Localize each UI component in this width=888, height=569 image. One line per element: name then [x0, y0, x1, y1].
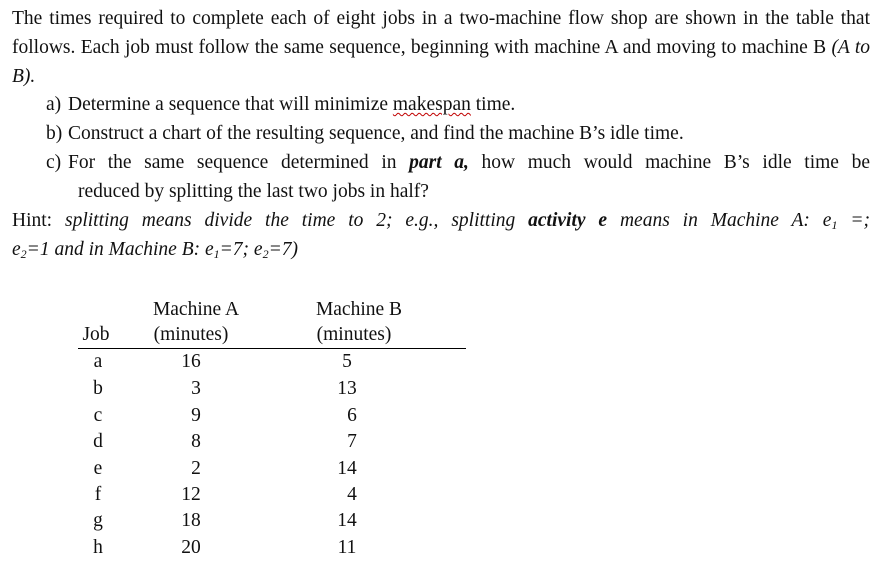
machine-b-cell: 4 — [347, 484, 357, 505]
hint-sub-4: 2 — [262, 247, 269, 261]
part-a-text-end: time. — [470, 94, 516, 115]
part-b-text: Construct a chart of the resulting sequence, and find the machine B’s idle time. — [68, 123, 684, 144]
job-cell: g — [93, 510, 103, 531]
machine-b-cell: 14 — [337, 510, 357, 531]
part-a-label: a) — [46, 94, 62, 115]
job-cell: d — [93, 431, 103, 452]
machine-b-cell: 5 — [342, 351, 352, 372]
spellcheck-flagged-word: makespan — [392, 94, 471, 115]
hint-text-3: =; — [837, 210, 870, 231]
header-machine-b-line2: (minutes) — [316, 324, 392, 345]
job-cell: f — [94, 484, 102, 505]
machine-b-cell: 11 — [337, 537, 357, 558]
intro-text: The times required to complete each of eight jobs in a two-machine flow shop are shown in the table that follows. Each job must follow the same sequence, beginning with machine A and moving to machine B — [12, 8, 870, 58]
part-c-emphasis: part a, — [409, 152, 469, 173]
job-cell: b — [93, 378, 103, 399]
machine-a-cell: 2 — [191, 458, 201, 479]
header-rule — [78, 348, 466, 349]
hint-text-1: splitting means divide the time to 2; e.g., splitting — [52, 210, 529, 231]
part-a-text: Determine a sequence that will minimize — [68, 94, 393, 115]
part-c-label: c) — [46, 152, 62, 173]
machine-b-cell: 14 — [337, 458, 357, 479]
header-machine-a-line1: Machine A — [152, 299, 240, 320]
machine-a-cell: 16 — [181, 351, 201, 372]
hint-text-2: means in Machine A: e — [607, 210, 832, 231]
machine-b-cell: 13 — [337, 378, 357, 399]
intro-sequence: (A to B). — [12, 37, 870, 87]
machine-a-cell: 20 — [181, 537, 201, 558]
hint-sub-1: 1 — [831, 218, 838, 232]
machine-a-cell: 3 — [191, 378, 201, 399]
job-cell: a — [93, 351, 103, 372]
hint-text-5: =1 and in Machine B: e — [26, 239, 214, 260]
header-job: Job — [82, 324, 110, 345]
hint-text-6: =7; e — [219, 239, 263, 260]
hint-bold-activity: activity e — [528, 210, 608, 231]
job-cell: h — [93, 537, 103, 558]
machine-b-cell: 7 — [347, 431, 357, 452]
header-machine-b-line1: Machine B — [315, 299, 403, 320]
hint-label: Hint: — [12, 210, 53, 231]
part-c-text: For the same sequence determined in — [68, 152, 410, 173]
machine-b-cell: 6 — [347, 405, 357, 426]
hint-sub-3: 1 — [213, 247, 220, 261]
part-c-continuation: reduced by splitting the last two jobs in half? — [78, 181, 429, 202]
machine-a-cell: 8 — [191, 431, 201, 452]
machine-a-cell: 18 — [181, 510, 201, 531]
machine-a-cell: 9 — [191, 405, 201, 426]
hint-sub-2: 2 — [20, 247, 27, 261]
job-cell: e — [93, 458, 103, 479]
job-cell: c — [93, 405, 103, 426]
machine-a-cell: 12 — [181, 484, 201, 505]
hint-text-7: =7) — [268, 239, 298, 260]
part-c-text-end: how much would machine B’s idle time be — [468, 152, 870, 173]
header-machine-a-line2: (minutes) — [153, 324, 229, 345]
part-b-label: b) — [46, 123, 63, 144]
hint-text-4: e — [12, 239, 21, 260]
